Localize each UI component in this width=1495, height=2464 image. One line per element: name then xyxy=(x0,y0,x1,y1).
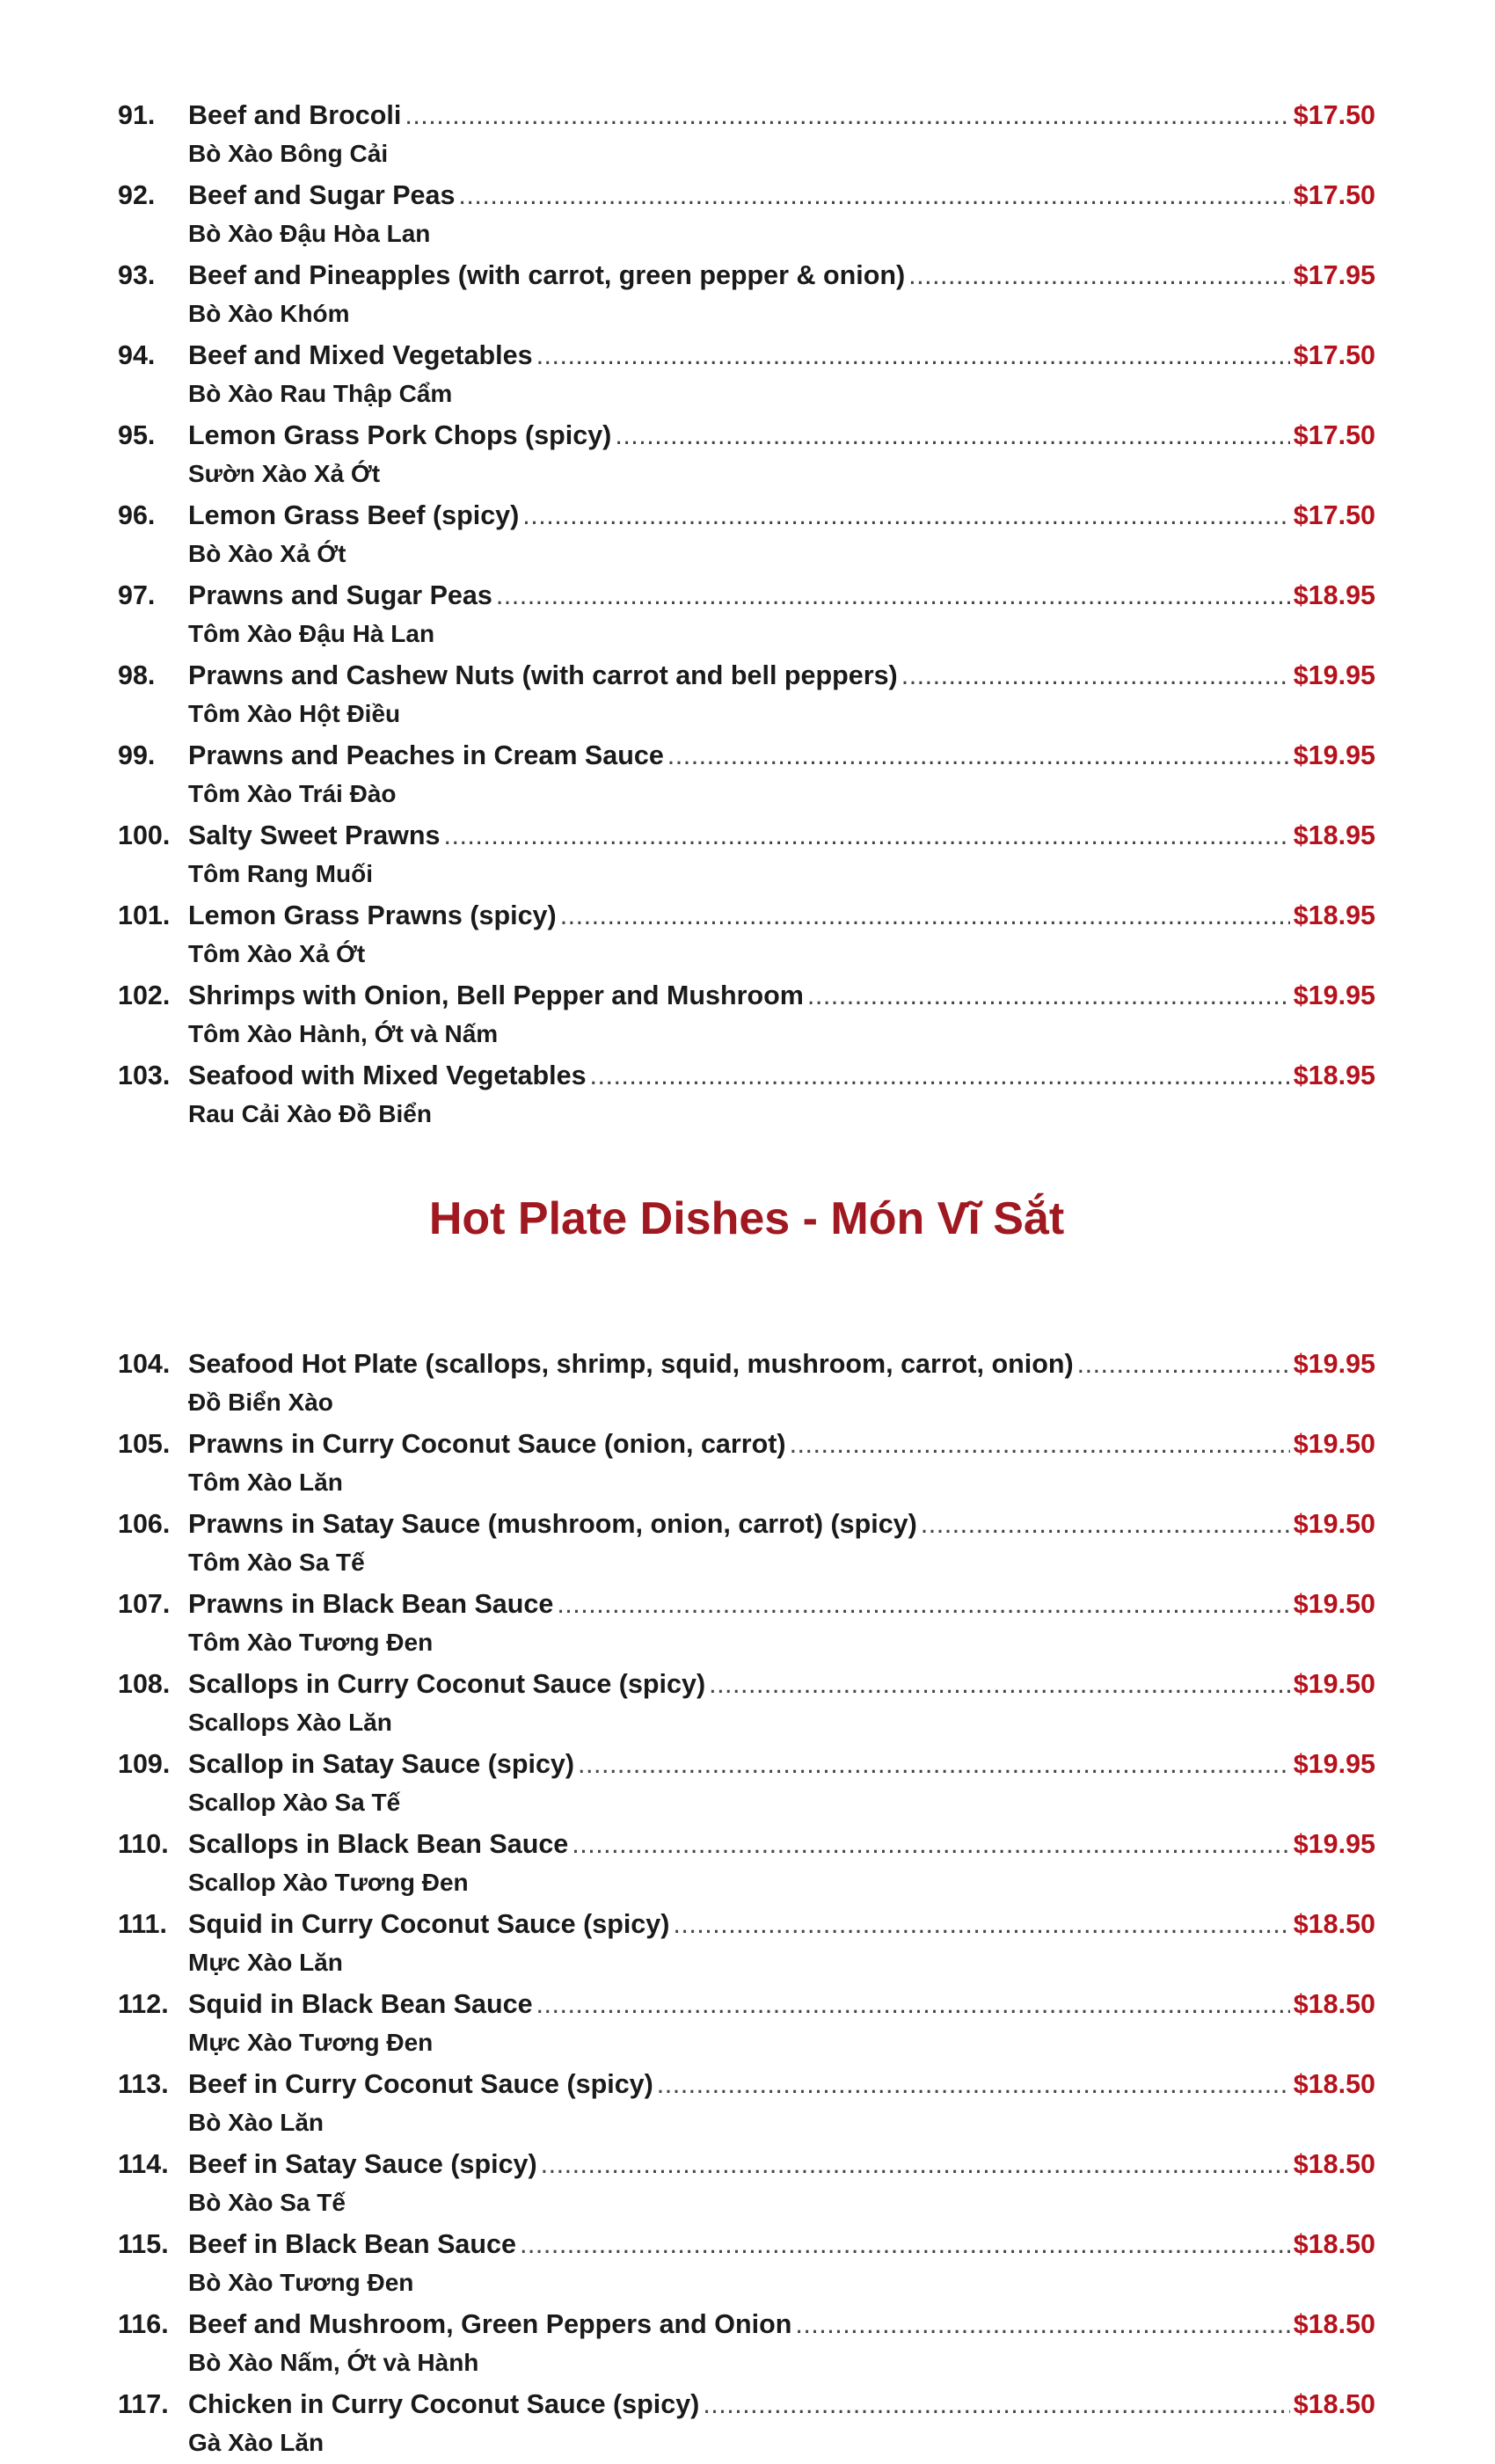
menu-item xyxy=(118,2384,1375,2464)
dot-leader xyxy=(673,1904,1289,1944)
dot-leader xyxy=(921,1504,1290,1544)
item-number: 100. xyxy=(118,820,171,850)
dot-leader xyxy=(405,95,1289,135)
item-vietnamese-name: Mực Xào Tương Đen xyxy=(188,2029,434,2057)
dot-leader xyxy=(578,1744,1290,1784)
stir-fry-section xyxy=(118,95,1375,1135)
dot-leader xyxy=(795,2304,1289,2344)
item-number: 105. xyxy=(118,1429,171,1460)
item-vietnamese-name: Tôm Xào Hành, Ớt và Nấm xyxy=(188,1020,499,1047)
item-vietnamese-name: Tôm Rang Muối xyxy=(188,860,373,887)
menu-item xyxy=(118,1744,1375,1824)
item-number: 102. xyxy=(118,980,171,1010)
menu-item-row xyxy=(118,175,1375,215)
item-price: $19.50 xyxy=(1293,1429,1375,1460)
item-name: Beef and Brocoli xyxy=(188,100,402,130)
dot-leader xyxy=(496,575,1290,616)
item-vietnamese-name: Bò Xào Lăn xyxy=(188,2109,325,2137)
item-name: Scallops in Black Bean Sauce xyxy=(188,1829,569,1860)
item-vietnamese-name: Bò Xào Khóm xyxy=(188,300,350,327)
dot-leader xyxy=(560,895,1290,936)
dot-leader xyxy=(536,335,1290,375)
menu-item-row xyxy=(118,1904,1375,1944)
dot-leader xyxy=(522,495,1289,536)
item-name: Salty Sweet Prawns xyxy=(188,820,441,850)
dot-leader xyxy=(590,1055,1290,1096)
menu-item-row xyxy=(118,815,1375,856)
item-vietnamese-name: Sườn Xào Xả Ớt xyxy=(188,460,381,487)
item-number: 98. xyxy=(118,660,156,690)
item-price: $19.50 xyxy=(1293,1589,1375,1620)
item-price: $18.95 xyxy=(1293,1061,1375,1090)
item-name: Beef and Pineapples (with carrot, green pepper & onion) xyxy=(188,260,906,290)
menu-item xyxy=(118,2224,1375,2304)
item-name: Beef and Mushroom, Green Peppers and Onion xyxy=(188,2309,792,2340)
item-number: 106. xyxy=(118,1509,171,1540)
dot-leader xyxy=(557,1584,1289,1624)
menu-item xyxy=(118,1664,1375,1744)
menu-item xyxy=(118,2064,1375,2144)
item-name: Beef and Mixed Vegetables xyxy=(188,340,533,370)
item-vietnamese-name: Gà Xào Lăn xyxy=(188,2429,325,2457)
menu-item-row xyxy=(118,2384,1375,2424)
menu-item xyxy=(118,95,1375,175)
item-name: Prawns in Satay Sauce (mushroom, onion, carrot) (spicy) xyxy=(188,1509,917,1540)
dot-leader xyxy=(901,655,1290,696)
item-number: 111. xyxy=(118,1909,167,1940)
item-price: $19.95 xyxy=(1293,660,1375,690)
item-vietnamese-name: Tôm Xào Tương Đen xyxy=(188,1629,434,1657)
item-price: $19.95 xyxy=(1293,980,1375,1010)
item-vietnamese-name: Bò Xào Rau Thập Cẩm xyxy=(188,380,453,407)
dot-leader xyxy=(703,2384,1289,2424)
dot-leader xyxy=(520,2224,1290,2264)
item-vietnamese-name: Bò Xào Xả Ớt xyxy=(188,540,346,567)
item-name: Prawns and Sugar Peas xyxy=(188,580,492,610)
item-name: Beef in Curry Coconut Sauce (spicy) xyxy=(188,2069,653,2100)
dot-leader xyxy=(458,175,1289,215)
item-vietnamese-name: Scallops Xào Lăn xyxy=(188,1709,392,1737)
menu-item xyxy=(118,2144,1375,2224)
item-name: Shrimps with Onion, Bell Pepper and Mushroom xyxy=(188,980,804,1010)
item-vietnamese-name: Tôm Xào Hột Điều xyxy=(188,700,401,727)
dot-leader xyxy=(444,815,1290,856)
menu-item xyxy=(118,1504,1375,1584)
menu-item xyxy=(118,1984,1375,2064)
menu-item-row xyxy=(118,2304,1375,2344)
menu-item-row xyxy=(118,495,1375,536)
item-price: $18.50 xyxy=(1293,1909,1375,1940)
item-price: $18.95 xyxy=(1293,580,1375,610)
item-number: 93. xyxy=(118,260,156,290)
menu-item-row xyxy=(118,335,1375,375)
menu-item-row xyxy=(118,1664,1375,1704)
item-name: Lemon Grass Pork Chops (spicy) xyxy=(188,420,612,450)
menu-item-row xyxy=(118,1055,1375,1096)
item-price: $18.95 xyxy=(1293,820,1375,850)
menu-item xyxy=(118,255,1375,335)
menu-item-row xyxy=(118,1344,1375,1384)
item-name: Seafood with Mixed Vegetables xyxy=(188,1061,587,1090)
item-price: $19.50 xyxy=(1293,1509,1375,1540)
dot-leader xyxy=(536,1984,1290,2024)
item-price: $19.95 xyxy=(1293,740,1375,770)
item-vietnamese-name: Scallop Xào Tương Đen xyxy=(188,1869,469,1897)
menu-item-row xyxy=(118,575,1375,616)
item-name: Beef and Sugar Peas xyxy=(188,180,456,210)
item-price: $19.95 xyxy=(1293,1829,1375,1860)
dot-leader xyxy=(908,255,1290,295)
item-number: 101. xyxy=(118,900,171,930)
item-number: 112. xyxy=(118,1989,169,2020)
item-name: Beef in Black Bean Sauce xyxy=(188,2229,516,2260)
menu-item-row xyxy=(118,1824,1375,1864)
item-name: Scallop in Satay Sauce (spicy) xyxy=(188,1749,575,1780)
item-vietnamese-name: Bò Xào Đậu Hòa Lan xyxy=(188,220,431,247)
dot-leader xyxy=(807,975,1290,1016)
item-price: $18.50 xyxy=(1293,2389,1375,2420)
menu-item xyxy=(118,1344,1375,1424)
dot-leader xyxy=(541,2144,1290,2184)
menu-item xyxy=(118,895,1375,975)
item-price: $18.50 xyxy=(1293,1989,1375,2020)
menu-item xyxy=(118,1824,1375,1904)
item-number: 95. xyxy=(118,420,156,450)
item-name: Seafood Hot Plate (scallops, shrimp, squid, mushroom, carrot, onion) xyxy=(188,1349,1074,1380)
item-vietnamese-name: Rau Cải Xào Đồ Biển xyxy=(188,1100,432,1127)
item-name: Squid in Black Bean Sauce xyxy=(188,1989,533,2020)
item-vietnamese-name: Mực Xào Lăn xyxy=(188,1949,343,1977)
item-number: 99. xyxy=(118,740,156,770)
item-vietnamese-name: Tôm Xào Lăn xyxy=(188,1469,343,1497)
menu-item xyxy=(118,495,1375,575)
item-price: $18.50 xyxy=(1293,2149,1375,2180)
item-number: 113. xyxy=(118,2069,169,2100)
item-number: 97. xyxy=(118,580,156,610)
item-number: 116. xyxy=(118,2309,169,2340)
menu-item xyxy=(118,655,1375,735)
menu-item xyxy=(118,815,1375,895)
menu-item-row xyxy=(118,415,1375,456)
menu-item xyxy=(118,335,1375,415)
item-name: Prawns in Black Bean Sauce xyxy=(188,1589,554,1620)
menu-item xyxy=(118,415,1375,495)
menu-item xyxy=(118,1584,1375,1664)
item-number: 115. xyxy=(118,2229,169,2260)
item-number: 92. xyxy=(118,180,156,210)
item-name: Lemon Grass Beef (spicy) xyxy=(188,500,520,530)
menu-item-row xyxy=(118,2144,1375,2184)
item-number: 109. xyxy=(118,1749,171,1780)
item-name: Prawns in Curry Coconut Sauce (onion, carrot) xyxy=(188,1429,786,1460)
item-name: Chicken in Curry Coconut Sauce (spicy) xyxy=(188,2389,700,2420)
dot-leader xyxy=(657,2064,1290,2104)
menu-item-row xyxy=(118,1744,1375,1784)
dot-leader xyxy=(790,1424,1290,1464)
item-number: 108. xyxy=(118,1669,171,1700)
menu-item xyxy=(118,735,1375,815)
hot-plate-section xyxy=(118,1170,1375,2464)
menu-item-row xyxy=(118,1584,1375,1624)
item-price: $18.50 xyxy=(1293,2069,1375,2100)
item-price: $18.50 xyxy=(1293,2229,1375,2260)
menu-item xyxy=(118,1424,1375,1504)
item-number: 104. xyxy=(118,1349,171,1380)
menu-item-row xyxy=(118,975,1375,1016)
item-vietnamese-name: Bò Xào Nấm, Ớt và Hành xyxy=(188,2349,479,2377)
menu-item-row xyxy=(118,2064,1375,2104)
item-vietnamese-name: Tôm Xào Đậu Hà Lan xyxy=(188,620,435,647)
dot-leader xyxy=(667,735,1290,776)
item-price: $19.95 xyxy=(1293,1349,1375,1380)
menu-item xyxy=(118,1904,1375,1984)
item-price: $17.50 xyxy=(1293,100,1375,130)
menu-item-row xyxy=(118,1424,1375,1464)
item-vietnamese-name: Bò Xào Sa Tế xyxy=(188,2189,346,2217)
item-price: $17.50 xyxy=(1293,180,1375,210)
item-price: $19.50 xyxy=(1293,1669,1375,1700)
item-vietnamese-name: Scallop Xào Sa Tế xyxy=(188,1789,401,1817)
item-number: 110. xyxy=(118,1829,169,1860)
dot-leader xyxy=(709,1664,1290,1704)
menu-item-row xyxy=(118,95,1375,135)
dot-leader xyxy=(1077,1344,1290,1384)
item-price: $18.50 xyxy=(1293,2309,1375,2340)
menu-item-row xyxy=(118,2224,1375,2264)
item-name: Squid in Curry Coconut Sauce (spicy) xyxy=(188,1909,670,1940)
menu-item-row xyxy=(118,1504,1375,1544)
menu-item xyxy=(118,2304,1375,2384)
item-name: Prawns and Peaches in Cream Sauce xyxy=(188,740,664,770)
menu-item xyxy=(118,575,1375,655)
item-name: Prawns and Cashew Nuts (with carrot and bell peppers) xyxy=(188,660,898,690)
item-vietnamese-name: Bò Xào Bông Cải xyxy=(188,140,389,167)
item-number: 91. xyxy=(118,100,156,130)
item-number: 107. xyxy=(118,1589,171,1620)
item-vietnamese-name: Tôm Xào Trái Đào xyxy=(188,780,397,807)
menu-item-row xyxy=(118,735,1375,776)
menu-item-row xyxy=(118,655,1375,696)
menu-list xyxy=(118,95,1375,1135)
item-price: $19.95 xyxy=(1293,1749,1375,1780)
menu-item-row xyxy=(118,255,1375,295)
item-number: 117. xyxy=(118,2389,169,2420)
item-vietnamese-name: Đồ Biển Xào xyxy=(188,1389,333,1417)
menu-item-row xyxy=(118,1984,1375,2024)
section-title: Hot Plate Dishes - Món Vĩ Sắt xyxy=(428,1193,1065,1244)
item-number: 94. xyxy=(118,340,156,370)
item-price: $17.50 xyxy=(1293,340,1375,370)
item-name: Lemon Grass Prawns (spicy) xyxy=(188,900,557,930)
dot-leader xyxy=(572,1824,1289,1864)
item-vietnamese-name: Bò Xào Tương Đen xyxy=(188,2269,414,2297)
item-price: $17.95 xyxy=(1293,260,1375,290)
item-price: $18.95 xyxy=(1293,900,1375,930)
item-price: $17.50 xyxy=(1293,500,1375,530)
item-vietnamese-name: Tôm Xào Sa Tế xyxy=(188,1549,365,1577)
menu-item xyxy=(118,1055,1375,1135)
item-number: 103. xyxy=(118,1061,171,1090)
dot-leader xyxy=(615,415,1289,456)
item-name: Scallops in Curry Coconut Sauce (spicy) xyxy=(188,1669,706,1700)
item-name: Beef in Satay Sauce (spicy) xyxy=(188,2149,537,2180)
item-vietnamese-name: Tôm Xào Xả Ớt xyxy=(188,940,366,967)
menu-item-row xyxy=(118,895,1375,936)
menu-list xyxy=(118,1344,1375,2464)
item-number: 96. xyxy=(118,500,156,530)
menu-page xyxy=(118,95,1375,2464)
item-price: $17.50 xyxy=(1293,420,1375,450)
menu-item xyxy=(118,975,1375,1055)
menu-item xyxy=(118,175,1375,255)
item-number: 114. xyxy=(118,2149,169,2180)
